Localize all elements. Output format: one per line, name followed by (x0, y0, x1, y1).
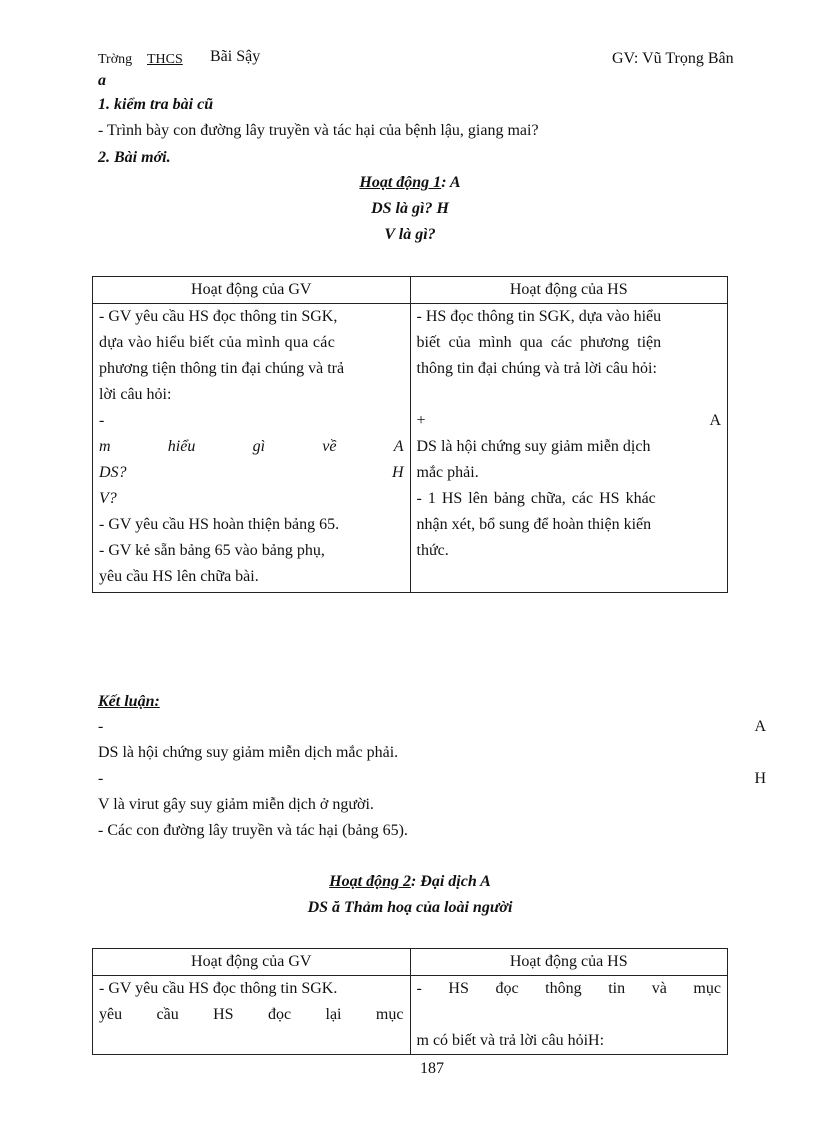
table1-header-gv: Hoạt động của GV (93, 277, 411, 304)
activity2-table (92, 948, 728, 1055)
table1-header-hs: Hoạt động của HS (410, 277, 728, 304)
conclusion-line-1: DS là hội chứng suy giảm miễn dịch mắc phải. (98, 744, 399, 761)
table1-gv-cell (93, 304, 411, 593)
activity1-subtitle-2: V là gì? (384, 226, 436, 243)
hs-spacer (417, 382, 722, 408)
conclusion-line-3: - Các con đường lây truyền và tác hại (bảng 65). (98, 822, 408, 839)
conclusion-line-2: V là virut gây suy giảm miễn dịch ở người. (98, 796, 374, 813)
hs-plus-line: + A (416, 412, 721, 429)
section1-title: 1. kiểm tra bài cũ (98, 96, 214, 113)
conclusion-row-2: - H (98, 770, 766, 787)
gv-line: yêu cầu HS lên chữa bài. (99, 568, 259, 585)
activity2-title: Hoạt động 2: Đại dịch A (329, 873, 491, 890)
teacher-name: GV: Vũ Trọng Bân (612, 50, 734, 67)
section2-title: 2. Bài mới. (98, 149, 171, 166)
table2-header-hs: Hoạt động của HS (410, 949, 728, 976)
gv-line: - GV yêu cầu HS đọc thông tin SGK. (99, 980, 338, 997)
hs-line: mắc phải. (416, 464, 479, 481)
table2-hs-cell (410, 976, 728, 1055)
activity1-title: Hoạt động 1: A (359, 174, 461, 191)
page-number: 187 (420, 1060, 444, 1077)
school-name: Bãi Sậy (210, 48, 261, 65)
gv-line-justified: yêu cầu HS đọc lại mục (99, 1006, 404, 1023)
hs-line: biết của mình qua các phương tiện (416, 334, 662, 351)
gv-question-line-2: DS? H (99, 464, 404, 481)
table1-hs-cell (410, 304, 728, 593)
gv-question-line: m hiểu gì về A (99, 438, 404, 455)
activity2-subtitle: DS ă Thảm hoạ của loài người (307, 899, 513, 916)
hs-line: thức. (416, 542, 449, 559)
gv-line: dựa vào hiểu biết của mình qua các (99, 334, 336, 351)
school-suffix: a (98, 72, 106, 89)
gv-question-line-3: V? (99, 490, 117, 507)
gv-line: - GV kẻ sẵn bảng 65 vào bảng phụ, (99, 542, 325, 559)
hs-line: nhận xét, bổ sung để hoàn thiện kiến (416, 516, 652, 533)
hs-line: thông tin đại chúng và trả lời câu hỏi: (416, 360, 657, 377)
activity1-subtitle: DS là gì? H (371, 200, 449, 217)
hs-line: DS là hội chứng suy giảm miễn dịch (416, 438, 651, 455)
gv-line: - GV yêu cầu HS đọc thông tin SGK, (99, 308, 338, 325)
table2-gv-cell (93, 976, 411, 1055)
hs-line-justified: - HS đọc thông tin và mục (416, 980, 721, 997)
section1-question: - Trình bày con đường lây truyền và tác hại của bệnh lậu, giang mai? (98, 122, 539, 139)
conclusion-title: Kết luận: (98, 693, 160, 710)
gv-line: lời câu hỏi: (99, 386, 172, 403)
conclusion-row-1: - A (98, 718, 766, 735)
hs-spacer (417, 1002, 722, 1028)
hs-line: - HS đọc thông tin SGK, dựa vào hiểu (416, 308, 662, 325)
activity1-table (92, 276, 728, 593)
table2-header-gv: Hoạt động của GV (93, 949, 411, 976)
gv-line: - GV yêu cầu HS hoàn thiện bảng 65. (99, 516, 340, 533)
school-label-1: Trờng (98, 52, 133, 67)
hs-line: m có biết và trả lời câu hỏiH: (416, 1032, 605, 1049)
school-label-2: THCS (147, 52, 183, 67)
gv-dash: - (99, 412, 105, 429)
hs-line: - 1 HS lên bảng chữa, các HS khác (416, 490, 656, 507)
gv-line: phương tiện thông tin đại chúng và trả (99, 360, 345, 377)
